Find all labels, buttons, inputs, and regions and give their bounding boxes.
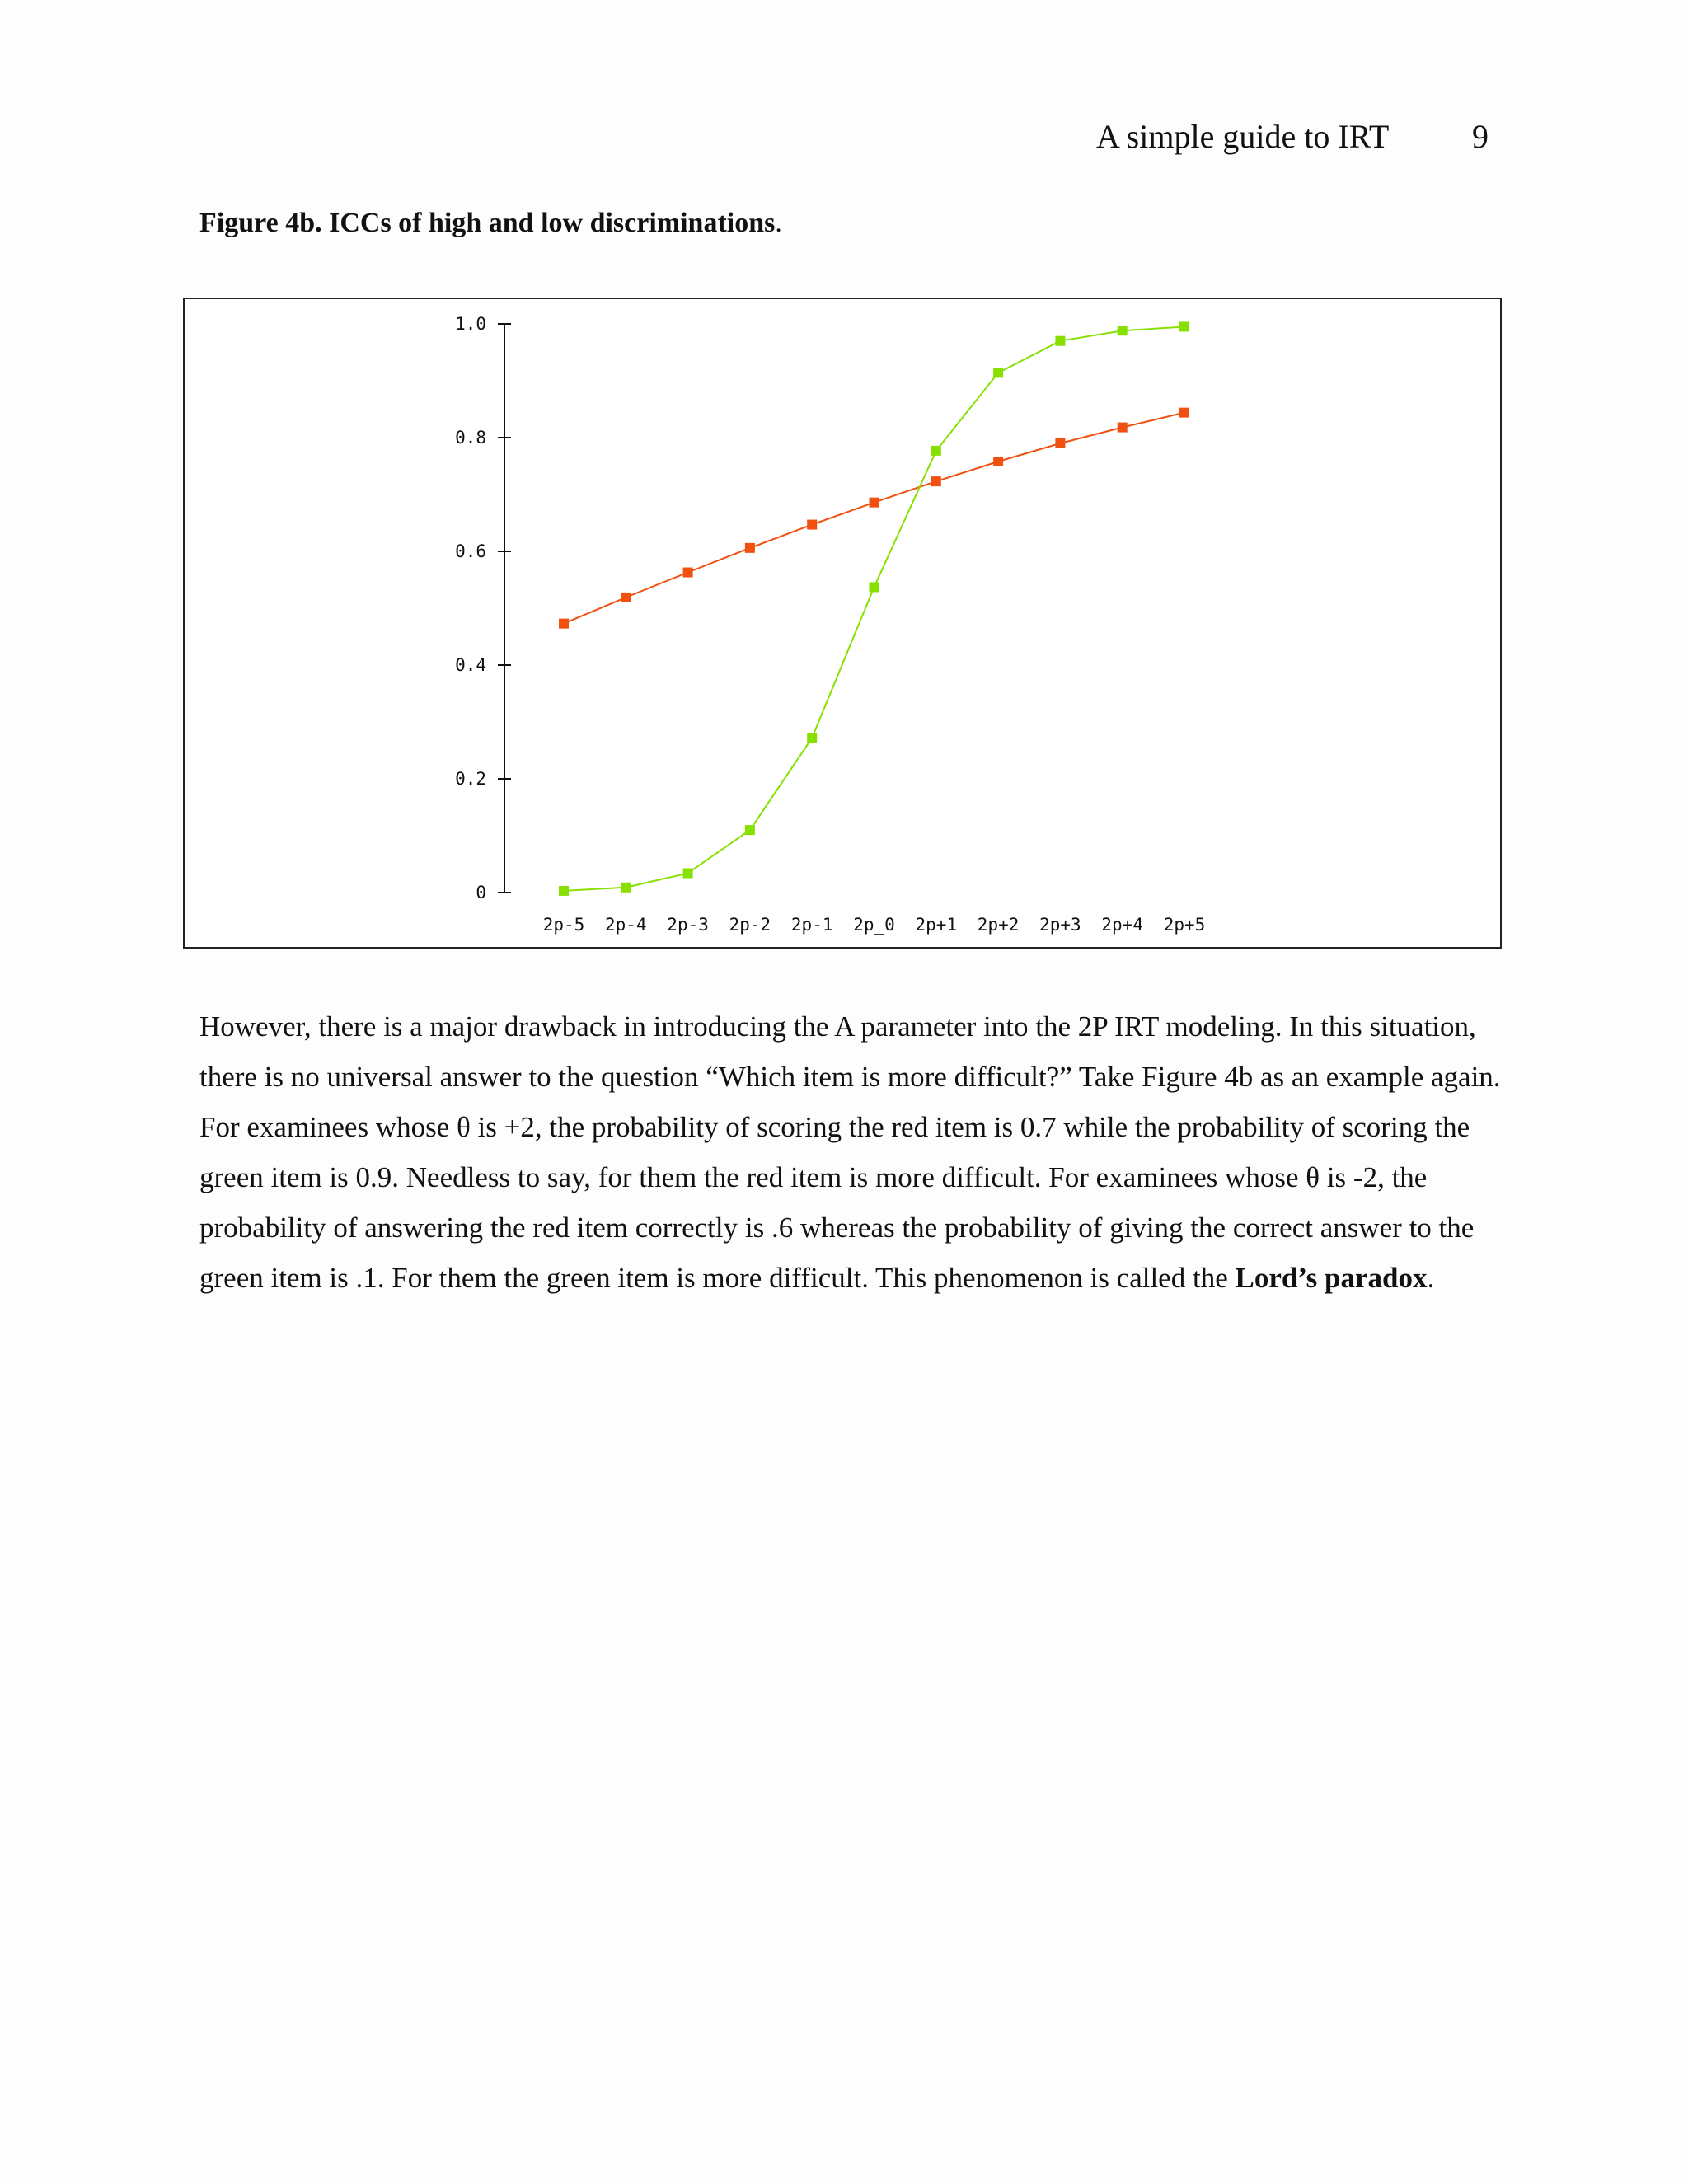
x-tick-label: 2p+4 (1101, 915, 1143, 935)
x-tick-label: 2p+3 (1039, 915, 1081, 935)
data-point-red (993, 457, 1003, 466)
y-tick-label: 0.4 (455, 655, 486, 675)
body-paragraph (199, 1001, 1518, 1303)
series-markers (559, 321, 1189, 895)
y-tick-label: 0.2 (455, 769, 486, 789)
data-point-green (1118, 326, 1128, 335)
data-point-green (1055, 336, 1065, 346)
data-point-green (931, 446, 941, 456)
y-tick-label: 1.0 (455, 314, 486, 334)
y-tick-label: 0 (476, 883, 486, 902)
data-point-green (807, 733, 817, 743)
x-tick-label: 2p-1 (790, 915, 833, 935)
figure-caption-end: . (775, 208, 782, 238)
x-tick-label: 2p-3 (667, 915, 709, 935)
data-point-green (870, 582, 879, 592)
data-point-red (1179, 408, 1189, 418)
y-axis-ticks (455, 314, 511, 902)
data-point-red (1118, 423, 1128, 433)
figure-caption (199, 204, 782, 242)
series-line-green (564, 327, 1184, 891)
page-number: 9 (1472, 118, 1489, 155)
data-point-red (621, 593, 631, 602)
y-tick-label: 0.6 (455, 541, 486, 561)
x-tick-label: 2p-5 (542, 915, 585, 935)
body-paragraph-text: However, there is a major drawback in introducing the A parameter into the 2P IRT modeling. In this situation, there is no universal answer to the question “Which item is more difficult?” Take Figure 4b as an example again. For examinees whose θ is +2, the probability of scoring the red item is 0.7 while the probability of scoring the green item is 0.9. Needless to say, for them the red item is more difficult. For examinees whose θ is -2, the probability of answering the red item correctly is .6 whereas the probability of giving the correct answer to the green item is .1. For them the green item is more difficult. This phenomenon is called the (199, 1010, 1501, 1294)
data-point-red (683, 568, 693, 578)
x-tick-label: 2p+1 (915, 915, 958, 935)
x-tick-label: 2p-4 (605, 915, 647, 935)
data-point-green (559, 886, 569, 896)
data-point-green (1179, 321, 1189, 331)
data-point-green (745, 825, 755, 835)
data-point-green (993, 368, 1003, 377)
icc-chart (185, 299, 1500, 947)
y-tick-label: 0.8 (455, 428, 486, 448)
series-lines (564, 327, 1184, 891)
data-point-green (683, 869, 693, 879)
lords-paradox-term: Lord’s paradox (1235, 1262, 1428, 1294)
figure-caption-bold: Figure 4b. ICCs of high and low discriminations (199, 208, 776, 238)
data-point-red (931, 476, 941, 486)
x-tick-label: 2p+5 (1163, 915, 1206, 935)
x-axis-ticks (543, 915, 1206, 935)
data-point-green (621, 883, 631, 893)
x-tick-label: 2p+2 (977, 915, 1020, 935)
data-point-red (559, 619, 569, 629)
x-tick-label: 2p_0 (853, 915, 895, 935)
data-point-red (745, 543, 755, 553)
data-point-red (870, 498, 879, 508)
data-point-red (807, 520, 817, 530)
body-paragraph-end: . (1427, 1262, 1435, 1294)
x-tick-label: 2p-2 (729, 915, 771, 935)
figure-frame (183, 298, 1502, 949)
running-head-title: A simple guide to IRT (1096, 118, 1390, 155)
data-point-red (1055, 438, 1065, 448)
